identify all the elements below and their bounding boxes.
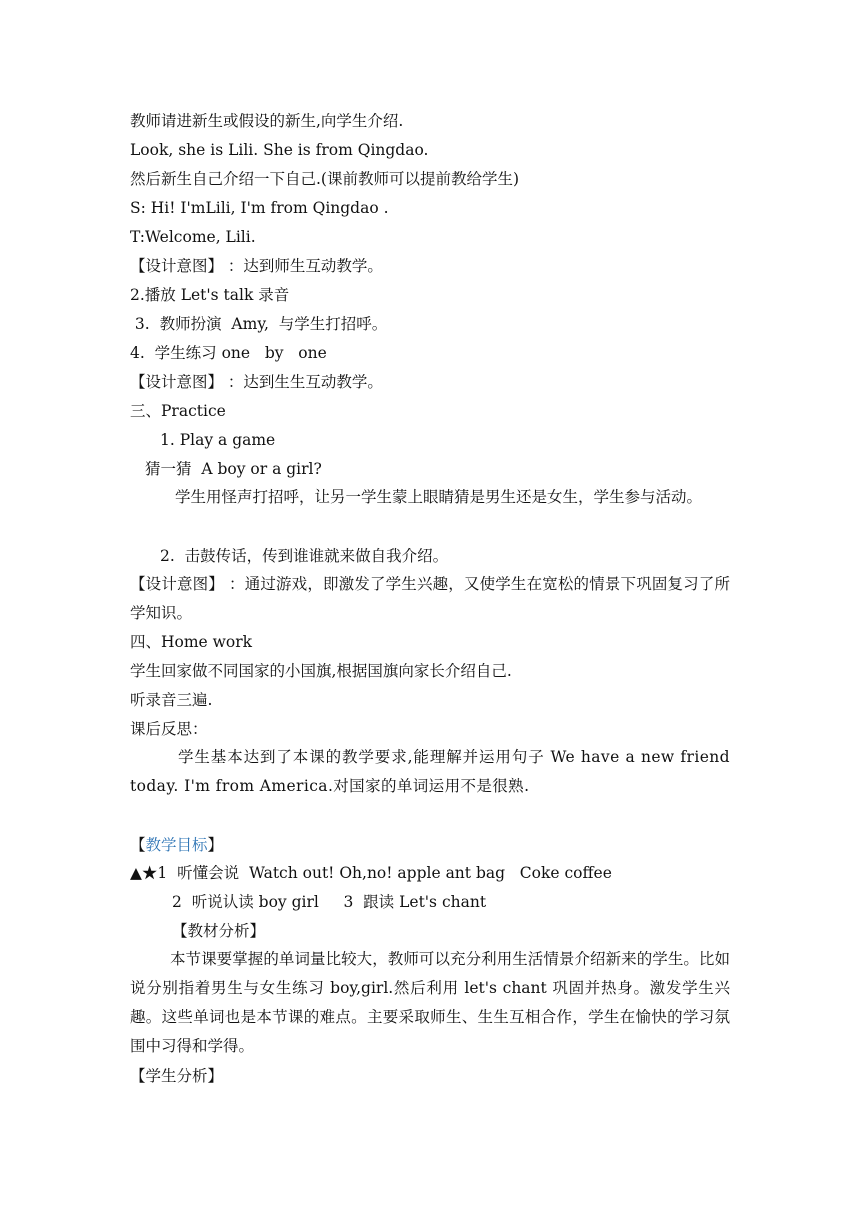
text-line: 教师请进新生或假设的新生,向学生介绍. — [130, 112, 404, 130]
text-line: 3. 教师扮演 Amy, 与学生打招呼。 — [130, 315, 388, 333]
design-intent-line: 【设计意图】 ：达到师生互动教学。 — [130, 257, 383, 275]
student-analysis-heading: 【学生分析】 — [130, 1067, 224, 1085]
text-line: 听录音三遍. — [130, 691, 213, 709]
objective-line: 2 听说认读 boy girl 3 跟读 Let's chant — [172, 893, 487, 911]
text-line: 然后新生自己介绍一下自己.(课前教师可以提前教给学生) — [130, 170, 520, 188]
text-line: T:Welcome, Lili. — [130, 228, 256, 246]
text-line: S: Hi! I'mLili, I'm from Qingdao . — [130, 199, 389, 217]
section-heading-homework: 四、Home work — [130, 633, 253, 651]
objective-line: ▲★1 听懂会说 Watch out! Oh,no! apple ant bag Coke coffee — [130, 864, 612, 882]
bracket-close: 】 — [207, 836, 224, 854]
paragraph-game-description: 学生用怪声打招呼，让另一学生蒙上眼睛猜是男生还是女生，学生参与活动。 — [175, 488, 703, 506]
text-line: 4. 学生练习 one by one — [130, 344, 327, 362]
paragraph-design-intent: 【设计意图】 ：通过游戏，即激发了学生兴趣，又使学生在宽松的情景下巩固复习了所学知识。 — [130, 575, 730, 622]
objectives-title: 教学目标 — [145, 836, 208, 854]
objectives-heading — [130, 835, 223, 855]
section-heading-practice: 三、Practice — [130, 402, 226, 420]
text-line: 学生回家做不同国家的小国旗,根据国旗向家长介绍自己. — [130, 662, 512, 680]
text-line: 1. Play a game — [160, 431, 276, 449]
text-line: 猜一猜 A boy or a girl? — [145, 460, 322, 478]
design-intent-line: 【设计意图】 ：达到生生互动教学。 — [130, 373, 383, 391]
paragraph-analysis: 本节课要掌握的单词量比较大，教师可以充分利用生活情景介绍新来的学生。比如说分别指着男生与女生练习 boy,girl.然后利用 let's chant 巩固并热身。激发学生兴趣。这些单词也是本节课的难点。主要采取师生、生生互相合作，学生在愉快的学习氛围中习得和学得。 — [130, 950, 730, 1055]
text-line: 2. 击鼓传话，传到谁谁就来做自我介绍。 — [160, 547, 449, 565]
text-line: Look, she is Lili. She is from Qingdao. — [130, 141, 429, 159]
reflection-heading: 课后反思： — [130, 720, 208, 738]
text-line: 2.播放 Let's talk 录音 — [130, 286, 290, 304]
analysis-heading: 【教材分析】 — [172, 922, 266, 940]
paragraph-reflection: 学生基本达到了本课的教学要求,能理解并运用句子 We have a new friend today. I'm from America.对国家的单词运用不是很熟. — [130, 748, 730, 795]
bracket-open: 【 — [130, 836, 146, 854]
